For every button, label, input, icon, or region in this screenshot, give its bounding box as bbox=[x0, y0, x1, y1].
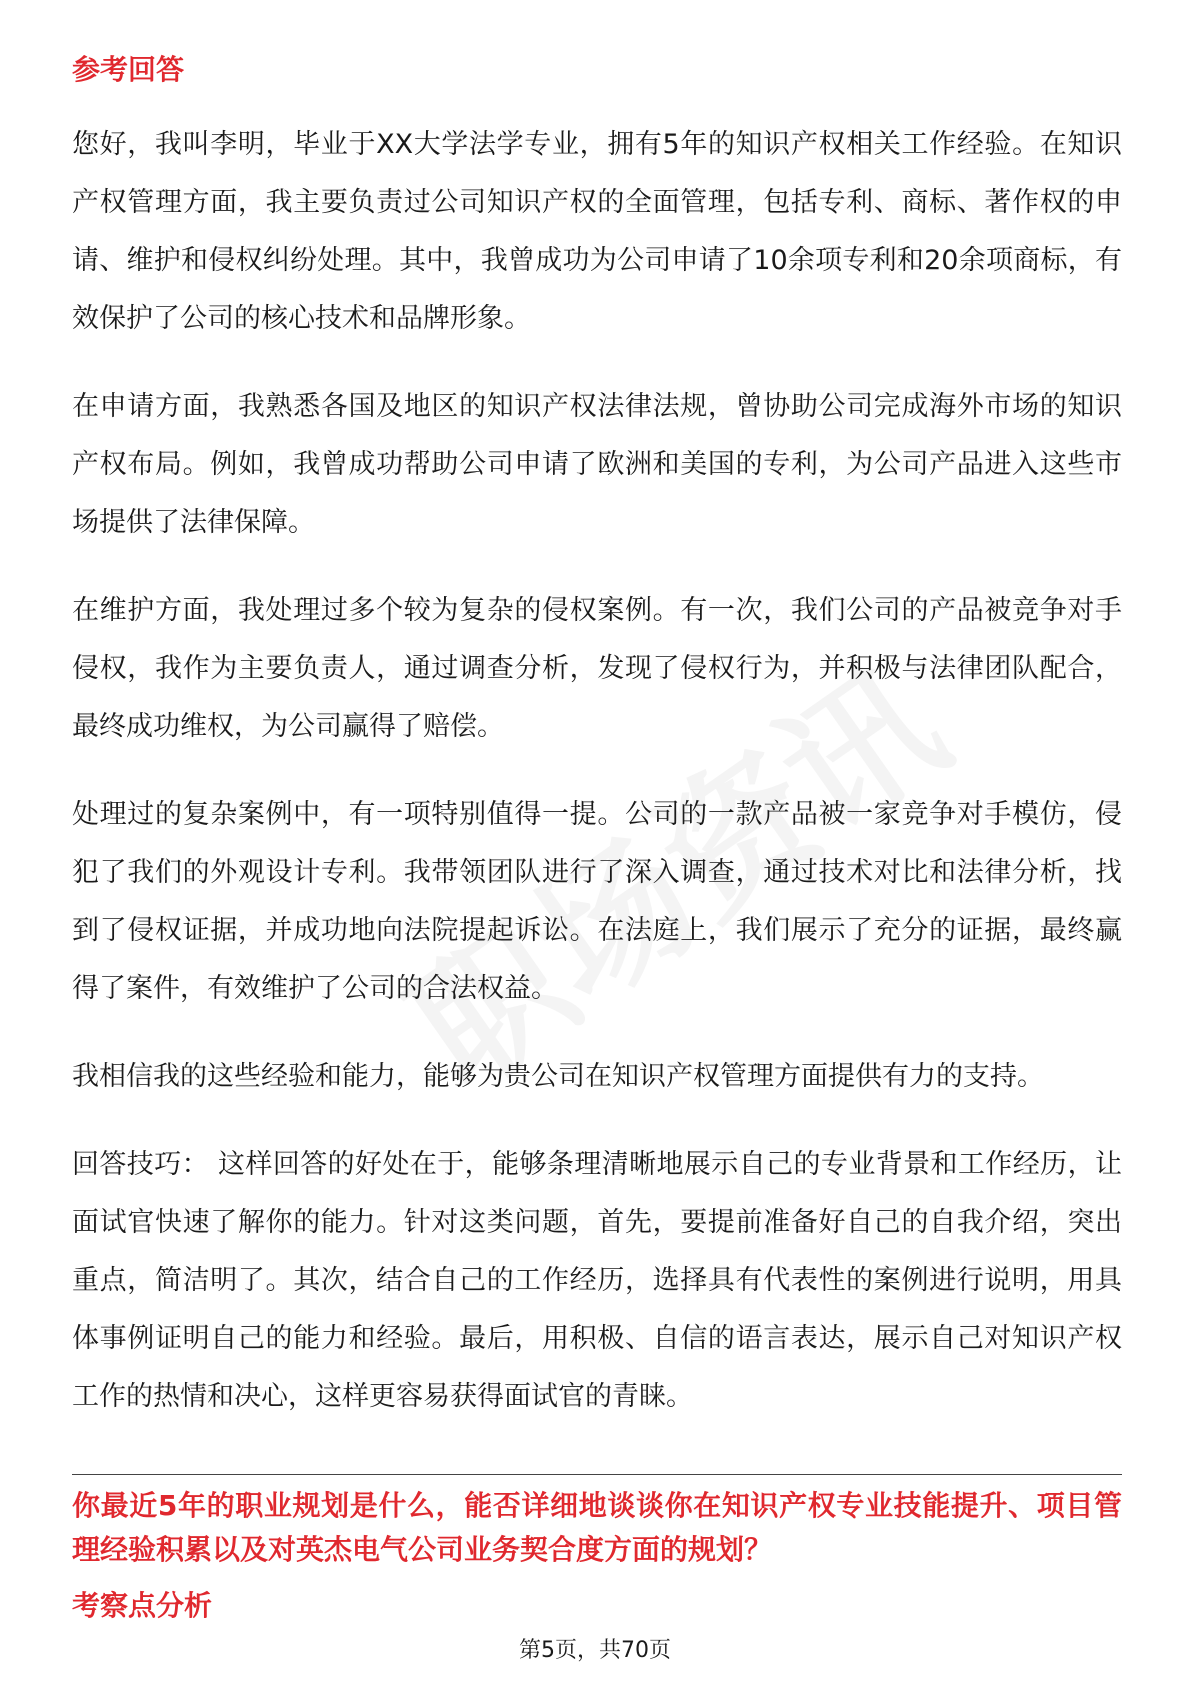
answer-content bbox=[72, 116, 1122, 1426]
section-divider bbox=[72, 1474, 1122, 1475]
document-page bbox=[72, 0, 1122, 1684]
paragraph-tips: 回答技巧： 这样回答的好处在于，能够条理清晰地展示自己的专业背景和工作经历，让面试官快速了解你的能力。针对这类问题，首先，要提前准备好自己的自我介绍，突出重点，简洁明了。其次，结合自己的工作经历，选择具有代表性的案例进行说明，用具体事例证明自己的能力和经验。最后，用积极、自信的语言表达，展示自己对知识产权工作的热情和决心，这样更容易获得面试官的青睐。 bbox=[72, 1149, 1122, 1412]
paragraph-maintenance: 在维护方面，我处理过多个较为复杂的侵权案例。有一次，我们公司的产品被竞争对手侵权，我作为主要负责人，通过调查分析，发现了侵权行为，并积极与法律团队配合，最终成功维权，为公司赢得了赔偿。 bbox=[72, 595, 1122, 742]
answer-heading: 参考回答 bbox=[72, 53, 185, 86]
paragraph-complex-case: 处理过的复杂案例中，有一项特别值得一提。公司的一款产品被一家竞争对手模仿，侵犯了我们的外观设计专利。我带领团队进行了深入调查，通过技术对比和法律分析，找到了侵权证据，并成功地向法院提起诉讼。在法庭上，我们展示了充分的证据，最终赢得了案件，有效维护了公司的合法权益。 bbox=[72, 799, 1122, 1004]
page-number: 第5页，共70页 bbox=[519, 1638, 671, 1663]
question-heading: 你最近5年的职业规划是什么，能否详细地谈谈你在知识产权专业技能提升、项目管理经验积累以及对英杰电气公司业务契合度方面的规划？ bbox=[72, 1489, 1122, 1566]
paragraph-closing: 我相信我的这些经验和能力，能够为贵公司在知识产权管理方面提供有力的支持。 bbox=[72, 1061, 1044, 1092]
paragraph-application: 在申请方面，我熟悉各国及地区的知识产权法律法规，曾协助公司完成海外市场的知识产权布局。例如，我曾成功帮助公司申请了欧洲和美国的专利，为公司产品进入这些市场提供了法律保障。 bbox=[72, 391, 1122, 538]
analysis-heading: 考察点分析 bbox=[72, 1589, 213, 1622]
paragraph-intro: 您好，我叫李明，毕业于XX大学法学专业，拥有5年的知识产权相关工作经验。在知识产权管理方面，我主要负责过公司知识产权的全面管理，包括专利、商标、著作权的申请、维护和侵权纠纷处理。其中，我曾成功为公司申请了10余项专利和20余项商标，有效保护了公司的核心技术和品牌形象。 bbox=[72, 129, 1122, 334]
